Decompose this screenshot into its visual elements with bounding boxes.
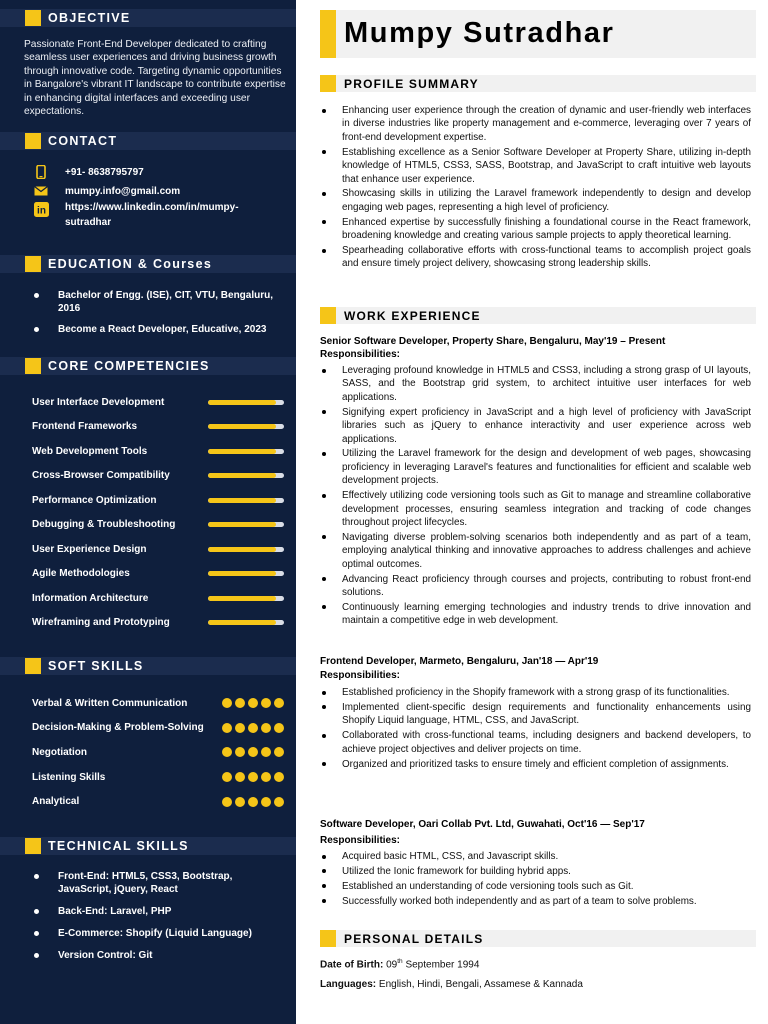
candidate-name: Mumpy Sutradhar [344,17,615,49]
languages-value: English, Hindi, Bengali, Assamese & Kannada [378,979,583,990]
profile-item: Enhancing user experience through the creation of dynamic and user-friendly web interfaces in diverse industries like property management and e-commerce, leveraging over 7 years of front-end development expertise. [320,104,751,144]
competency-level-bar [208,596,284,601]
email-icon [32,184,50,198]
education-list [34,289,284,336]
competency-row [32,591,284,605]
competency-level-bar [208,620,284,625]
technical-item: Front-End: HTML5, CSS3, Bootstrap, JavaScript, jQuery, React [34,870,284,896]
responsibility-item: Utilized the Ionic framework for building hybrid apps. [320,865,751,878]
competency-level-fill [208,571,276,576]
svg-text:in: in [36,205,46,216]
competency-label: Cross-Browser Compatibility [32,470,170,481]
job-responsibilities [320,364,751,629]
dob-suffix: th [397,958,403,965]
competency-level-fill [208,522,276,527]
competency-label: User Interface Development [32,396,165,408]
education-item: Bachelor of Engg. (ISE), CIT, VTU, Bengaluru, 2016 [34,289,284,315]
competency-level-fill [208,400,276,405]
linkedin-icon [32,202,50,216]
name-banner [320,10,756,58]
competency-label: Performance Optimization [32,494,157,506]
responsibility-item: Organized and prioritized tasks to ensure timely and efficient completion of assignments. [320,758,751,771]
contact-linkedin[interactable]: https://www.linkedin.com/in/mumpy-sutradhar [65,202,239,228]
responsibility-item: Signifying expert proficiency in JavaScript and a high level of proficiency with JavaScript libraries such as jQuery to enhance interactivity and user experience across web applications. [320,406,751,446]
section-marker [25,133,41,149]
personal-header [320,930,756,947]
objective-title: OBJECTIVE [48,11,131,25]
competency-level-fill [208,620,276,625]
competency-row [32,567,284,581]
competency-level-bar [208,449,284,454]
technical-item: E-Commerce: Shopify (Liquid Language) [34,927,284,940]
profile-item: Establishing excellence as a Senior Software Developer at Property Share, utilizing in-depth knowledge of HTML5, CSS3, SASS, Bootstrap, and JavaScript to craft intuitive web layouts that enhance user experience. [320,146,751,186]
rating-dot [235,747,245,757]
responsibility-item: Acquired basic HTML, CSS, and Javascript skills. [320,850,751,863]
contact-title: CONTACT [48,134,118,148]
competency-label: Debugging & Troubleshooting [32,519,176,530]
rating-dot [235,772,245,782]
technical-item: Back-End: Laravel, PHP [34,905,284,918]
competency-level-bar [208,571,284,576]
profile-item: Spearheading collaborative efforts with cross-functional teams to accomplish project goals and ensure timely project delivery, showcasing strong leadership skills. [320,244,751,271]
responsibility-item: Navigating diverse problem-solving scenarios both independently and as part of a team, employing analytical thinking and innovative approaches to address challenges and achieve optimal outcomes. [320,531,751,571]
section-marker [25,658,41,674]
rating-dot [222,747,232,757]
section-marker [25,10,41,26]
rating-dot [235,698,245,708]
soft-skill-rating [222,747,284,757]
rating-dot [274,797,284,807]
rating-dot [274,747,284,757]
competency-level-bar [208,522,284,527]
rating-dot [235,723,245,733]
competency-label: Wireframing and Prototyping [32,617,170,628]
soft-skill-label: Negotiation [32,746,87,758]
section-marker [320,75,336,92]
soft-skill-rating [222,772,284,782]
work-title: WORK EXPERIENCE [344,308,481,323]
competency-level-bar [208,424,284,429]
responsibility-item: Advancing React proficiency through courses and projects, contributing to robust front-end solutions. [320,573,751,600]
responsibility-item: Effectively utilizing code versioning tools such as Git to manage and streamline collaborative development processes, ensuring seamless integration and tracking of code changes throughout project lifecycles. [320,489,751,529]
soft-skill-row [32,721,284,735]
responsibilities-label: Responsibilities: [320,835,401,846]
profile-title: PROFILE SUMMARY [344,76,479,91]
rating-dot [222,698,232,708]
profile-list [320,104,751,272]
competency-row [32,518,284,532]
competency-level-fill [208,473,276,478]
soft-skill-label: Analytical [32,796,80,808]
section-marker [320,10,336,58]
competency-level-fill [208,498,276,503]
technical-header [0,837,296,855]
responsibility-item: Leveraging profound knowledge in HTML5 and CSS3, including a strong grasp of UI layouts, SASS, and the Bootstrap grid system, to architect intuitive user interfaces for web applications. [320,364,751,404]
rating-dot [274,772,284,782]
profile-header [320,75,756,92]
section-marker [320,930,336,947]
competency-row [32,444,284,458]
technical-item: Version Control: Git [34,949,284,962]
rating-dot [261,747,271,757]
education-title: EDUCATION & Courses [48,257,213,271]
responsibility-item: Successfully worked both independently and as part of a team to solve problems. [320,895,751,908]
soft-skills-header [0,657,296,675]
competency-level-bar [208,400,284,405]
contact-phone[interactable]: +91- 8638795797 [65,167,144,178]
rating-dot [248,747,258,757]
dob-label: Date of Birth: [320,959,384,971]
main-content [296,0,768,1024]
responsibility-item: Utilizing the Laravel framework for the design and development of web pages, showcasing proficiency in leveraging Laravel's features and functionalities for efficient and scalable web development projects. [320,447,751,487]
job-title: Senior Software Developer, Property Share, Bengaluru, May'19 – Present [320,336,666,347]
competency-label: User Experience Design [32,543,147,555]
contact-email[interactable]: mumpy.info@gmail.com [65,186,181,197]
competency-row [32,616,284,630]
competency-level-fill [208,596,276,601]
soft-skill-row [32,745,284,759]
competency-label: Information Architecture [32,592,149,604]
rating-dot [274,698,284,708]
rating-dot [261,797,271,807]
section-marker [320,307,336,324]
education-header [0,255,296,273]
competency-row [32,395,284,409]
soft-skill-label: Decision-Making & Problem-Solving [32,722,204,734]
soft-skill-row [32,770,284,784]
job-title: Software Developer, Oari Collab Pvt. Ltd, Guwahati, Oct'16 — Sep'17 [320,819,645,830]
rating-dot [261,772,271,782]
competency-level-bar [208,547,284,552]
soft-skills-title: SOFT SKILLS [48,659,144,673]
competencies-title: CORE COMPETENCIES [48,359,210,373]
responsibility-item: Established an understanding of code versioning tools such as Git. [320,880,751,893]
personal-title: PERSONAL DETAILS [344,931,484,946]
sidebar [0,0,296,1024]
job-responsibilities [320,686,751,772]
rating-dot [248,772,258,782]
soft-skill-rating [222,698,284,708]
dob-day: 09 [386,959,398,971]
contact-linkedin-row [32,200,265,230]
competency-label: Agile Methodologies [32,568,130,579]
competency-label: Frontend Frameworks [32,421,138,432]
competencies-header [0,357,296,375]
rating-dot [222,723,232,733]
section-marker [25,838,41,854]
responsibility-item: Continuously learning emerging technologies and industry trends to drive innovation and maintain a competitive edge in web development. [320,601,751,628]
competency-row [32,493,284,507]
responsibility-item: Collaborated with cross-functional teams, including designers and backend developers, to achieve project objectives and deliver projects on time. [320,729,751,756]
languages [320,979,583,990]
objective-header [0,9,296,27]
competency-level-bar [208,473,284,478]
profile-item: Enhanced expertise by successfully finishing a foundational course in the React framework, broadening knowledge and creating various sample projects to apply theoretical learning. [320,216,751,243]
contact-email-row [32,184,180,199]
competency-row [32,469,284,483]
competency-level-fill [208,449,276,454]
technical-title: TECHNICAL SKILLS [48,839,189,853]
soft-skill-rating [222,723,284,733]
responsibility-item: Implemented client-specific design requirements and functionality enhancements using Shopify Liquid language, HTML, CSS, and JavaScript. [320,701,751,728]
rating-dot [248,797,258,807]
contact-header [0,132,296,150]
phone-icon [32,165,50,179]
rating-dot [222,772,232,782]
competency-level-fill [208,424,276,429]
soft-skill-row [32,795,284,809]
education-item: Become a React Developer, Educative, 2023 [34,323,284,336]
contact-phone-row [32,165,144,180]
competency-level-bar [208,498,284,503]
responsibilities-label: Responsibilities: [320,349,401,360]
responsibility-item: Established proficiency in the Shopify framework with a strong grasp of its functionalities. [320,686,751,699]
rating-dot [261,698,271,708]
competency-row [32,542,284,556]
languages-label: Languages: [320,979,377,990]
job-responsibilities [320,850,751,910]
profile-item: Showcasing skills in utilizing the Laravel framework independently to design and develop engaging web pages, representing a high level of proficiency. [320,187,751,214]
job-title: Frontend Developer, Marmeto, Bengaluru, Jan'18 — Apr'19 [320,656,599,667]
section-marker [25,256,41,272]
rating-dot [248,698,258,708]
soft-skill-label: Listening Skills [32,771,106,783]
soft-skill-label: Verbal & Written Communication [32,697,188,709]
dob-rest: September 1994 [402,959,480,971]
competency-row [32,420,284,434]
competency-label: Web Development Tools [32,445,148,457]
soft-skill-row [32,696,284,710]
competency-level-fill [208,547,276,552]
rating-dot [222,797,232,807]
objective-text: Passionate Front-End Developer dedicated to crafting seamless user experiences and driving business growth through innovative code. Targeting dynamic opportunities in Bangalore's vibrant IT landscape to contribute expertise in enhancing digital interfaces and exceeding user expectations. [24,39,286,118]
rating-dot [248,723,258,733]
rating-dot [261,723,271,733]
section-marker [25,358,41,374]
responsibilities-label: Responsibilities: [320,670,401,681]
technical-list [34,870,284,962]
date-of-birth [320,958,479,970]
work-header [320,307,756,324]
rating-dot [274,723,284,733]
rating-dot [235,797,245,807]
soft-skill-rating [222,797,284,807]
